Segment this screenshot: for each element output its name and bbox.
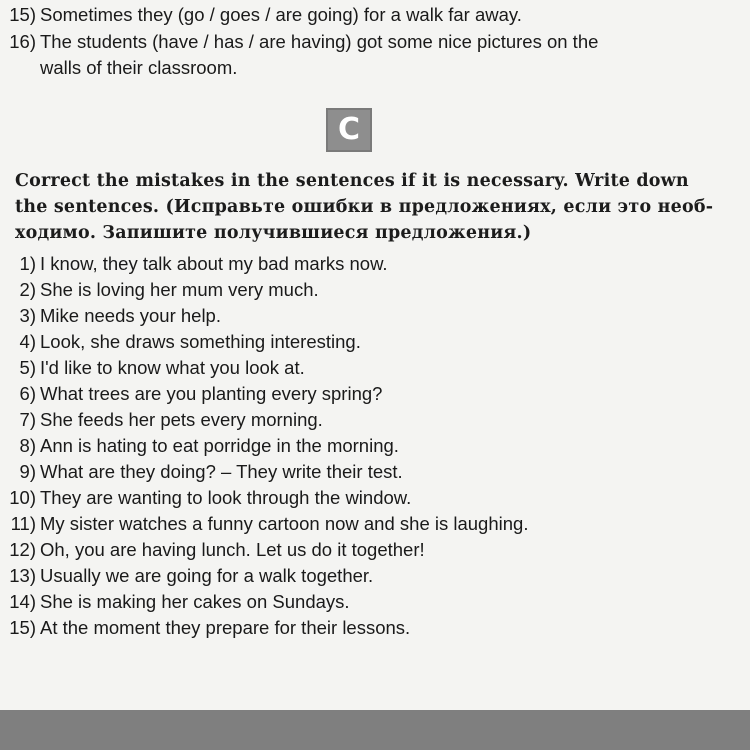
item-number: 2): [19, 279, 36, 300]
item-number: 6): [19, 383, 36, 404]
item-number: 1): [19, 253, 36, 274]
list-item: [0, 563, 750, 589]
list-item: [0, 329, 750, 355]
list-item: [0, 433, 750, 459]
list-item: [0, 589, 750, 615]
item-text: My sister watches a funny cartoon now and she is laughing.: [40, 513, 529, 534]
instruction-line: ходимо. Запишите получившиеся предложения.): [15, 223, 532, 243]
item-text: Oh, you are having lunch. Let us do it together!: [40, 539, 425, 560]
list-item: [0, 537, 750, 563]
item-number: 9): [19, 461, 36, 482]
instruction-line: the sentences. (Исправьте ошибки в предложениях, если это необ-: [15, 197, 714, 217]
item-number: 11): [10, 513, 36, 534]
list-item: [0, 485, 750, 511]
item-text: At the moment they prepare for their lessons.: [40, 617, 411, 638]
list-item: [0, 407, 750, 433]
item-text: She is making her cakes on Sundays.: [40, 591, 350, 612]
item-text: What trees are you planting every spring?: [40, 383, 383, 404]
item-text: Ann is hating to eat porridge in the morning.: [40, 435, 399, 456]
item-text: What are they doing? – They write their test.: [40, 461, 403, 482]
item-number: 3): [19, 305, 36, 326]
item-number: 10): [9, 487, 36, 508]
previous-item-15: [0, 2, 522, 28]
item-number: 13): [9, 565, 36, 586]
item-number: 14): [9, 591, 36, 612]
item-text: I'd like to know what you look at.: [40, 357, 305, 378]
item-text: Look, she draws something interesting.: [40, 331, 361, 352]
item-text: She feeds her pets every morning.: [40, 409, 323, 430]
item-number: 8): [19, 435, 36, 456]
list-item: [0, 251, 750, 277]
exercise-instruction: [15, 168, 727, 246]
instruction-line: Correct the mistakes in the sentences if it is necessary. Write down: [15, 171, 689, 191]
item-number: 12): [9, 539, 36, 560]
list-item: [0, 355, 750, 381]
item-number: 16): [9, 31, 36, 52]
item-text: The students (have / has / are having) got some nice pictures on the: [40, 31, 599, 52]
item-text: Usually we are going for a walk together.: [40, 565, 374, 586]
list-item: [0, 277, 750, 303]
item-number: 7): [19, 409, 36, 430]
list-item: [0, 381, 750, 407]
section-badge: C: [326, 108, 372, 152]
item-number: 4): [19, 331, 36, 352]
item-text: Sometimes they (go / goes / are going) for a walk far away.: [40, 4, 522, 25]
item-text: They are wanting to look through the window.: [40, 487, 412, 508]
list-item: [0, 511, 750, 537]
item-number: 5): [19, 357, 36, 378]
list-item: [0, 303, 750, 329]
previous-item-16: [0, 29, 598, 55]
item-text: Mike needs your help.: [40, 305, 221, 326]
item-number: 15): [9, 617, 36, 638]
list-item: [0, 459, 750, 485]
sentence-list: [0, 251, 750, 641]
list-item: [0, 615, 750, 641]
previous-item-16-continuation: walls of their classroom.: [40, 57, 238, 78]
item-text: She is loving her mum very much.: [40, 279, 319, 300]
item-text: I know, they talk about my bad marks now.: [40, 253, 388, 274]
item-number: 15): [9, 4, 36, 25]
bottom-edge-band: [0, 710, 750, 750]
